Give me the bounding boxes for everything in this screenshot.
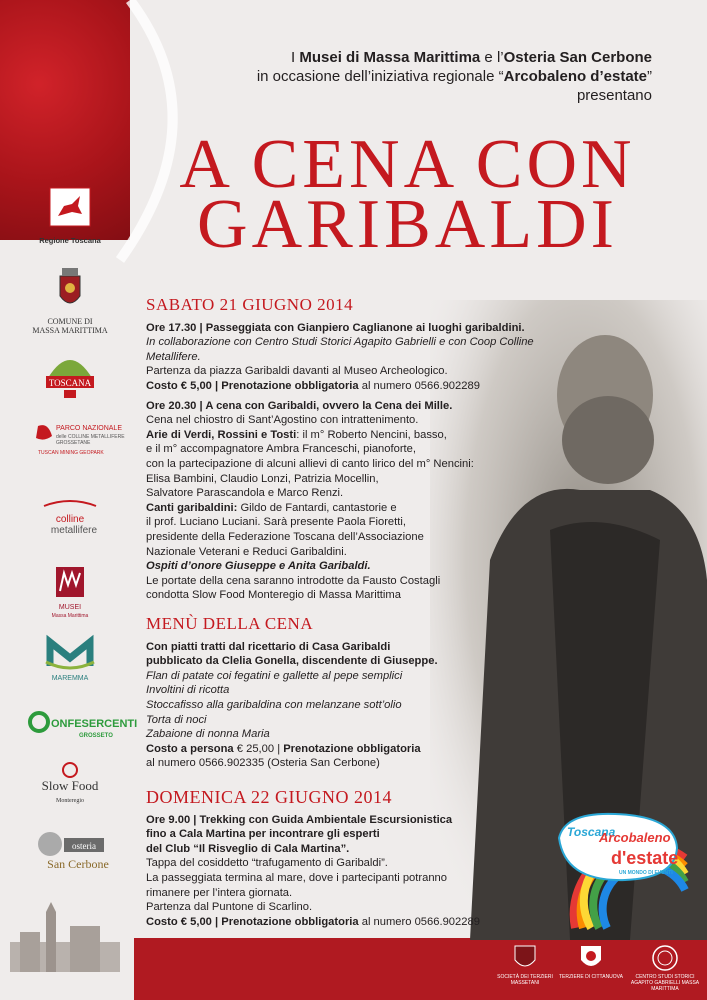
trek-cost-label: Costo € 5,00 | Prenotazione obbligatoria xyxy=(146,915,359,928)
seal-icon xyxy=(651,944,679,972)
crest-icon xyxy=(54,266,86,312)
badge-line-1: Toscana xyxy=(567,825,616,839)
centro-studi-caption: CENTRO STUDI STORICI AGAPITO GABRIELLI MASSA MARITTIMA xyxy=(630,974,700,992)
initiative-name: Arcobaleno d’estate xyxy=(503,68,647,85)
confesercenti-logo xyxy=(0,708,140,745)
arcobaleno-badge xyxy=(555,808,685,928)
header-text: ” xyxy=(647,68,652,85)
header-text: e l’ xyxy=(480,49,504,66)
event-2-guests: Ospiti d’onore Giuseppe e Anita Garibaldi. xyxy=(146,560,371,573)
menu-dish: Zabaione di nonna Maria xyxy=(146,728,270,741)
event-1-title: Ore 17.30 | Passeggiata con Gianpiero Caglianone ai luoghi garibaldini. xyxy=(146,321,525,334)
cittanova-caption: TERZIERE DI CITTANUOVA xyxy=(559,974,623,980)
svg-text:colline: colline xyxy=(55,514,85,525)
osteria-logo xyxy=(0,826,140,881)
sabato-heading: SABATO 21 GIUGNO 2014 xyxy=(146,295,354,314)
event-1-cost-label: Costo € 5,00 | Prenotazione obbligatoria xyxy=(146,379,359,392)
header-text: in occasione dell’iniziativa regionale “ xyxy=(256,68,504,85)
maremma-icon xyxy=(40,634,100,684)
massa-skyline-icon xyxy=(10,902,120,972)
cittanova-logo xyxy=(556,944,626,980)
event-2-title: Ore 20.30 | A cena con Garibaldi, ovvero la Cena dei Mille. xyxy=(146,399,453,412)
regione-toscana-caption: Regione Toscana xyxy=(39,236,101,245)
menu-phone: al numero 0566.902335 (Osteria San Cerbone) xyxy=(146,757,380,770)
menu-dish: Torta di noci xyxy=(146,713,207,726)
svg-text:Slow Food: Slow Food xyxy=(41,778,99,793)
trek-line: Tappa del cosiddetto “trafugamento di Garibaldi”. xyxy=(146,857,388,870)
svg-text:metallifere: metallifere xyxy=(50,525,98,536)
event-2-line: con la partecipazione di alcuni allievi di canto lirico del m° Nencini: xyxy=(146,457,474,470)
svg-text:delle COLLINE METALLIFERE: delle COLLINE METALLIFERE xyxy=(56,434,125,440)
svg-text:GROSSETANE: GROSSETANE xyxy=(56,440,91,446)
menu-section xyxy=(146,614,576,771)
event-2-text: : il m° Roberto Nencini, basso, xyxy=(296,428,447,441)
event-2-canti: Canti garibaldini: xyxy=(146,501,238,514)
menu-heading: MENÙ DELLA CENA xyxy=(146,614,314,633)
musei-icon xyxy=(50,565,90,621)
trek-line: rimanere per l’intera giornata. xyxy=(146,886,293,899)
event-2-line xyxy=(146,428,576,443)
svg-text:Monteregio: Monteregio xyxy=(56,798,84,804)
trek-line: La passeggiata termina al mare, dove i partecipanti potranno xyxy=(146,871,448,884)
title-line-1: A CENA CON xyxy=(179,126,636,203)
event-2-line xyxy=(146,501,576,516)
svg-text:Massa Marittima: Massa Marittima xyxy=(51,613,89,619)
menu-booking: Prenotazione obbligatoria xyxy=(283,742,421,755)
header-line-2 xyxy=(200,67,652,86)
menu-cost-value: € 25,00 | xyxy=(233,742,284,755)
confesercenti-icon xyxy=(29,708,138,740)
svg-text:osteria: osteria xyxy=(72,841,96,851)
colline-icon xyxy=(30,498,110,538)
domenica-heading: DOMENICA 22 GIUGNO 2014 xyxy=(146,787,392,807)
event-2-line: Cena nel chiostro di Sant’Agostino con intrattenimento. xyxy=(146,414,419,427)
musei-name: Musei di Massa Marittima xyxy=(299,49,481,66)
menu-cost-label: Costo a persona xyxy=(146,742,234,755)
maremma-logo xyxy=(0,634,140,689)
svg-text:MAREMMA: MAREMMA xyxy=(51,675,89,682)
terzieri-logo xyxy=(490,944,560,986)
event-2-line: Le portate della cena saranno introdotte da Fausto Costagli xyxy=(146,574,441,587)
svg-text:ONFESERCENTI: ONFESERCENTI xyxy=(51,718,138,730)
svg-text:TUSCAN MINING GEOPARK: TUSCAN MINING GEOPARK xyxy=(38,450,104,456)
parco-icon xyxy=(30,420,125,462)
terzieri-caption: SOCIETÀ DEI TERZIERI MASSETANI xyxy=(497,974,553,986)
snail-icon xyxy=(30,760,110,808)
svg-text:San Cerbone: San Cerbone xyxy=(47,857,109,871)
event-1-partners: In collaborazione con Centro Studi Storici Agapito Gabrielli e con Coop Colline Metallifere. xyxy=(146,336,534,363)
slowfood-logo xyxy=(0,760,140,813)
header-line-1 xyxy=(200,48,652,67)
event-1 xyxy=(146,321,576,394)
sabato-section xyxy=(146,295,576,608)
trek-line: Partenza dal Puntone di Scarlino. xyxy=(146,901,313,914)
pegasus-icon xyxy=(50,188,90,226)
trek-title: fino a Cala Martina per incontrare gli esperti xyxy=(146,828,380,841)
menu-intro: pubblicato da Clelia Gonella, discendente di Giuseppe. xyxy=(146,655,438,668)
trek-phone: al numero 0566.902289 xyxy=(358,915,480,928)
parco-logo xyxy=(0,420,140,467)
header-line-3: presentano xyxy=(576,87,652,104)
presenters-header xyxy=(200,48,652,105)
regione-toscana-logo xyxy=(0,188,140,246)
svg-text:GROSSETO: GROSSETO xyxy=(79,733,113,739)
event-2-arie: Arie di Verdi, Rossini e Tosti xyxy=(146,428,297,441)
menu-intro: Con piatti tratti dal ricettario di Casa Garibaldi xyxy=(146,640,391,653)
event-2-line: presidente della Federazione Toscana dell’Associazione xyxy=(146,530,424,543)
header-text: I xyxy=(291,49,300,66)
event-1-phone: al numero 0566.902289 xyxy=(358,379,480,392)
event-2-text: Gildo de Fantardi, cantastorie e xyxy=(237,501,397,514)
shield-icon xyxy=(513,944,537,972)
osteria-icon xyxy=(28,826,112,876)
event-2-line: condotta Slow Food Monteregio di Massa Marittima xyxy=(146,589,401,602)
menu-cost xyxy=(146,742,576,757)
title-line-2: GARIBALDI xyxy=(197,186,618,263)
menu-dish: Flan di patate coi fegatini e gallette al pepe semplici xyxy=(146,669,403,682)
centro-studi-logo xyxy=(630,944,700,992)
comune-massa-logo xyxy=(0,266,140,335)
event-1-departure: Partenza da piazza Garibaldi davanti al Museo Archeologico. xyxy=(146,365,448,378)
osteria-name: Osteria San Cerbone xyxy=(503,49,652,66)
svg-text:PARCO NAZIONALE: PARCO NAZIONALE xyxy=(56,425,122,432)
svg-text:MUSEI: MUSEI xyxy=(58,604,82,611)
menu-dish: Stoccafisso alla garibaldina con melanzane sott’olio xyxy=(146,698,402,711)
musei-logo xyxy=(0,565,140,626)
comune-massa-caption: COMUNE DI MASSA MARITTIMA xyxy=(32,317,108,336)
shield-icon xyxy=(579,944,603,972)
trek-title: del Club “Il Risveglio di Cala Martina”. xyxy=(146,842,350,855)
badge-line-2: Arcobaleno xyxy=(599,830,671,845)
event-2-line: Elisa Bambini, Claudio Lonzi, Patrizia Mocellin, xyxy=(146,472,379,485)
event-2-line: il prof. Luciano Luciani. Sarà presente Paola Fioretti, xyxy=(146,516,406,529)
domenica-section xyxy=(146,787,576,929)
trek-title: Ore 9.00 | Trekking con Guida Ambientale Escursionistica xyxy=(146,813,453,826)
vetrina-toscana-logo xyxy=(0,348,140,405)
svg-text:TOSCANA: TOSCANA xyxy=(48,378,92,388)
badge-line-4: UN MONDO DI EVENTI xyxy=(619,870,673,876)
event-2 xyxy=(146,399,576,603)
colline-metallifere-logo xyxy=(0,498,140,543)
event-2-line: Salvatore Parascandola e Marco Renzi. xyxy=(146,487,344,500)
badge-line-3: d'estate xyxy=(611,848,679,868)
event-2-line: e il m° accompagnatore Ambra Franceschi, pianoforte, xyxy=(146,443,416,456)
event-1-cost xyxy=(146,379,576,394)
event-2-line: Nazionale Veterani e Reduci Garibaldini. xyxy=(146,545,347,558)
menu-dish: Involtini di ricotta xyxy=(146,684,230,697)
vetrina-icon xyxy=(42,348,98,400)
trek-cost xyxy=(146,915,576,930)
